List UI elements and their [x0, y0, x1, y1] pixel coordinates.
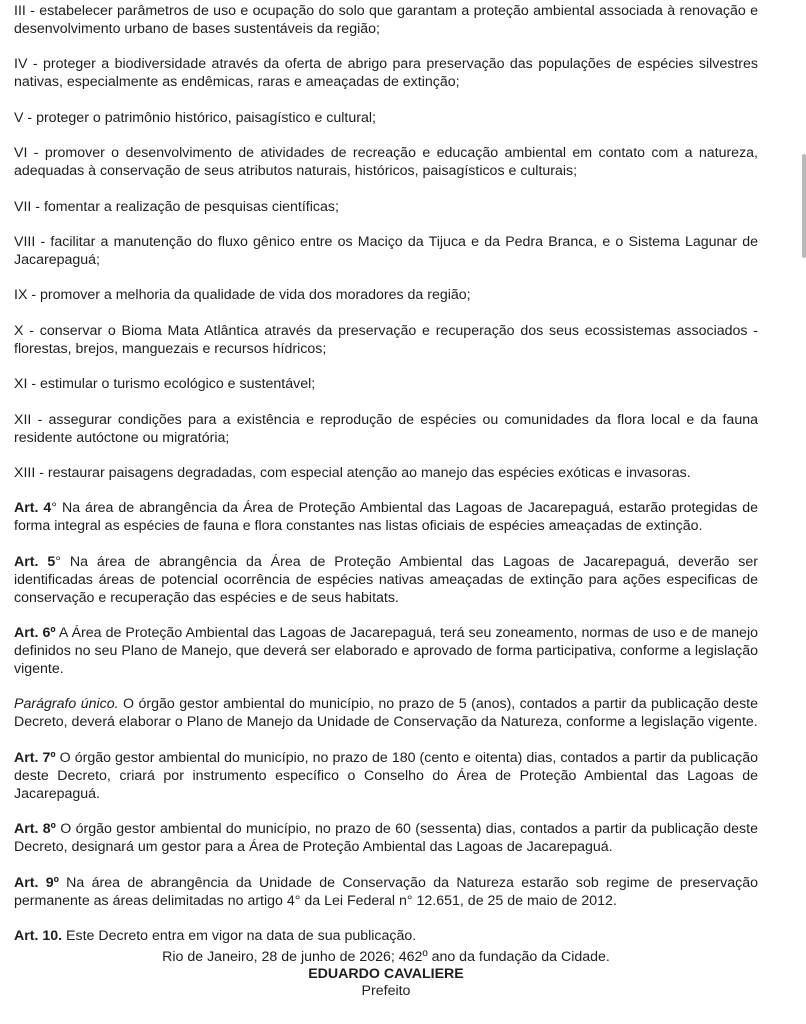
signature-block — [14, 949, 758, 1000]
decree-document — [14, 0, 758, 1000]
item-ix: IX - promover a melhoria da qualidade de vida dos moradores da região; — [14, 287, 471, 304]
item-xiii: XIII - restaurar paisagens degradadas, com especial atenção ao manejo das espécies exóticas e invasoras. — [14, 464, 691, 481]
article-9-text: Na área de abrangência da Unidade de Conservação da Natureza estarão sob regime de preservação permanente as áreas delimitadas no artigo 4° da Lei Federal n° 12.651, de 25 de maio de 2012. — [14, 874, 758, 909]
item-xii: XII - assegurar condições para a existência e reprodução de espécies ou comunidades da flora local e da fauna residente autóctone ou migratória; — [14, 411, 758, 446]
article-7-label: Art. 7º — [14, 749, 56, 766]
article-8 — [14, 820, 758, 856]
article-10-label: Art. 10. — [14, 928, 63, 945]
article-8-text: O órgão gestor ambiental do município, no prazo de 60 (sessenta) dias, contados a partir da publicação deste Decreto, designará um gestor para a Área de Proteção Ambiental das Lagoas de Jacarepaguá. — [14, 821, 758, 856]
article-5-mark: ° — [55, 553, 61, 570]
article-4-text: Na área de abrangência da Área de Proteção Ambiental das Lagoas de Jacarepaguá, estarão protegidas de forma integral as espécies de fauna e flora constantes nas listas oficiais de espécies ameaçadas de extinção. — [14, 500, 758, 535]
item-v: V - proteger o patrimônio histórico, paisagístico e cultural; — [14, 109, 376, 126]
article-5 — [14, 553, 758, 607]
item-xi: XI - estimular o turismo ecológico e sustentável; — [14, 376, 316, 393]
paragrafo-unico-label: Parágrafo único. — [14, 696, 119, 713]
scrollbar-thumb[interactable] — [802, 154, 806, 258]
article-10 — [14, 927, 758, 945]
article-6-label: Art. 6º — [14, 625, 56, 642]
item-vi: VI - promover o desenvolvimento de atividades de recreação e educação ambiental em contato com a natureza, adequadas à conservação de seus atributos naturais, históricos, paisagísticos e culturais; — [14, 145, 758, 180]
place-date: Rio de Janeiro, 28 de junho de 2026; 462º ano da fundação da Cidade. — [162, 949, 610, 966]
article-9 — [14, 874, 758, 910]
signer-name: EDUARDO CAVALIERE — [308, 966, 464, 983]
article-4 — [14, 499, 758, 535]
article-7 — [14, 749, 758, 803]
article-4-mark: ° — [51, 500, 57, 517]
signer-role: Prefeito — [361, 983, 411, 1000]
article-5-label: Art. 5 — [14, 553, 56, 570]
article-10-text: Este Decreto entra em vigor na data de sua publicação. — [62, 928, 417, 945]
article-6 — [14, 624, 758, 678]
item-vii: VII - fomentar a realização de pesquisas científicas; — [14, 198, 339, 215]
article-7-text: O órgão gestor ambiental do município, no prazo de 180 (cento e oitenta) dias, contados a partir da publicação deste Decreto, criará por instrumento específico o Conselho do Área de Proteção Ambiental das Lagoas de Jacarepaguá. — [14, 749, 758, 802]
paragrafo-unico-text: O órgão gestor ambiental do município, no prazo de 5 (anos), contados a partir da publicação deste Decreto, deverá elaborar o Plano de Manejo da Unidade de Conservação da Natureza, conforme a legislação vigente. — [14, 696, 759, 731]
item-iii: III - estabelecer parâmetros de uso e ocupação do solo que garantam a proteção ambiental associada à renovação e desenvolvimento urbano de bases sustentáveis da região; — [14, 3, 758, 37]
article-9-label: Art. 9º — [14, 874, 59, 891]
article-8-label: Art. 8º — [14, 821, 56, 838]
item-x: X - conservar o Bioma Mata Atlântica através da preservação e recuperação dos seus ecossistemas associados - florestas, brejos, manguezais e recursos hídricos; — [14, 322, 758, 357]
item-iv: IV - proteger a biodiversidade através da oferta de abrigo para preservação das populações de espécies silvestres nativas, especialmente as endêmicas, raras e ameaçadas de extinção; — [14, 56, 758, 91]
item-viii: VIII - facilitar a manutenção do fluxo gênico entre os Maciço da Tijuca e da Pedra Branca, e o Sistema Lagunar de Jacarepaguá; — [14, 233, 758, 268]
paragrafo-unico — [14, 695, 758, 731]
article-6-text: A Área de Proteção Ambiental das Lagoas de Jacarepaguá, terá seu zoneamento, normas de uso e de manejo definidos no seu Plano de Manejo, que deverá ser elaborado e aprovado de forma participativa, conforme a legislação vigente. — [14, 625, 758, 678]
article-5-text: Na área de abrangência da Área de Proteção Ambiental das Lagoas de Jacarepaguá, deverão ser identificadas áreas de potencial ocorrência de espécies nativas ameaçadas de extinção para ações especificas de conservação e recuperação das espécies e de seus habitats. — [14, 553, 758, 606]
article-4-label: Art. 4 — [14, 500, 52, 517]
